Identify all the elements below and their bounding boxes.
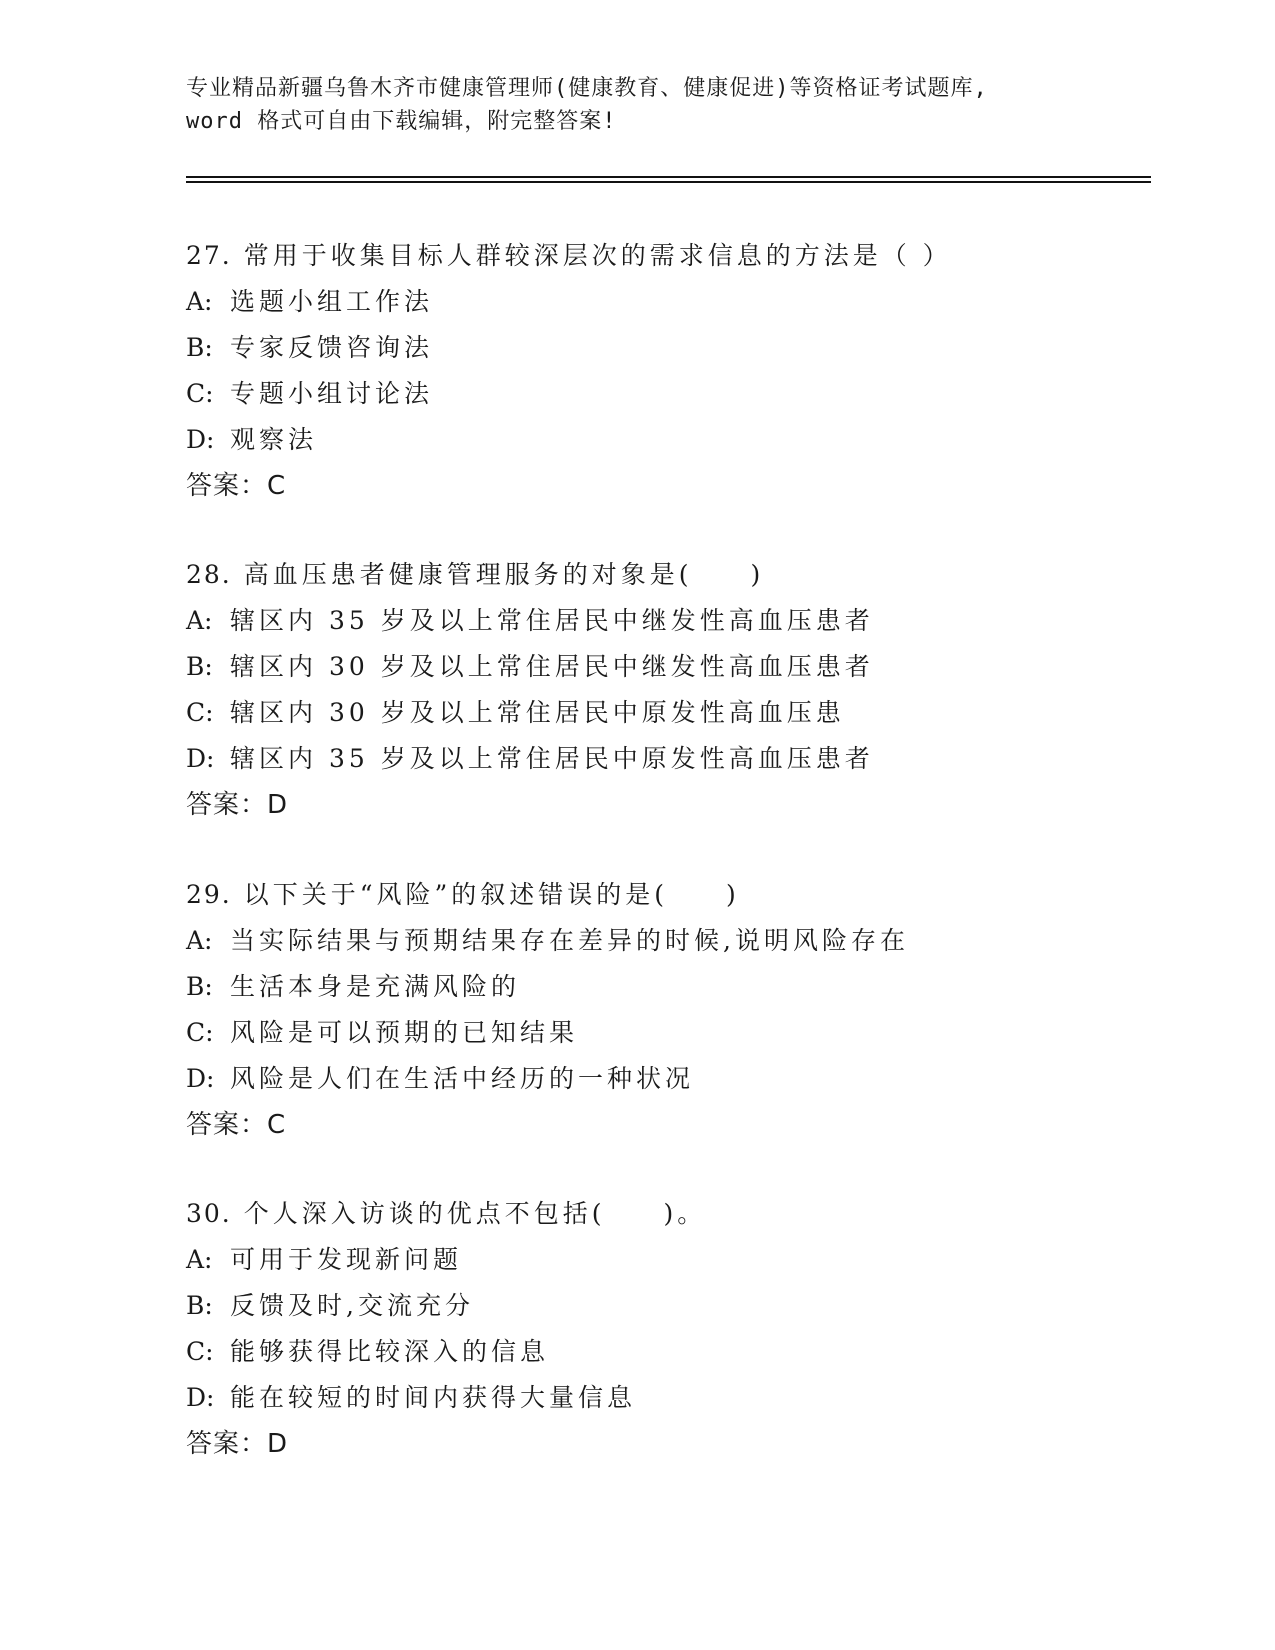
option-text: 辖区内 35 岁及以上常住居民中原发性高血压患者 (230, 744, 874, 773)
option-text: 反馈及时,交流充分 (230, 1291, 474, 1320)
question-stem (186, 1191, 1146, 1237)
question-28 (186, 552, 1146, 828)
question-text: 以下关于“风险”的叙述错误的是( ) (243, 880, 740, 909)
option-a (186, 918, 1146, 964)
option-d (186, 1375, 1146, 1421)
question-stem (186, 233, 1146, 279)
option-a (186, 598, 1146, 644)
option-c (186, 1329, 1146, 1375)
option-d (186, 417, 1146, 463)
option-b (186, 964, 1146, 1010)
question-27 (186, 233, 1146, 509)
question-stem (186, 552, 1146, 598)
question-number: 30. (186, 1199, 232, 1228)
option-text: 选题小组工作法 (230, 287, 434, 316)
option-text: 辖区内 30 岁及以上常住居民中继发性高血压患者 (230, 652, 874, 681)
option-b (186, 325, 1146, 371)
question-number: 27. (186, 241, 232, 270)
option-key: D: (186, 1064, 215, 1093)
question-text: 高血压患者健康管理服务的对象是( ) (243, 560, 765, 589)
question-number: 29. (186, 880, 232, 909)
header-divider-bottom (186, 181, 1151, 183)
option-key: C: (186, 698, 214, 727)
question-number: 28. (186, 560, 232, 589)
option-text: 能在较短的时间内获得大量信息 (230, 1383, 637, 1412)
option-text: 能够获得比较深入的信息 (230, 1337, 550, 1366)
document-header (186, 72, 1086, 138)
option-c (186, 1010, 1146, 1056)
option-key: A: (186, 926, 213, 955)
question-29 (186, 872, 1146, 1148)
option-key: D: (186, 744, 215, 773)
option-key: B: (186, 652, 213, 681)
answer-label: 答案：D (186, 790, 289, 820)
header-divider-top (186, 176, 1151, 178)
option-key: C: (186, 379, 214, 408)
answer-label: 答案：D (186, 1429, 289, 1459)
option-text: 辖区内 35 岁及以上常住居民中继发性高血压患者 (230, 606, 874, 635)
option-text: 辖区内 30 岁及以上常住居民中原发性高血压患 (230, 698, 845, 727)
option-b (186, 644, 1146, 690)
question-text: 个人深入访谈的优点不包括( )。 (243, 1199, 707, 1228)
answer-label: 答案：C (186, 1110, 287, 1140)
option-key: A: (186, 287, 213, 316)
header-line-1: 专业精品新疆乌鲁木齐市健康管理师(健康教育、健康促进)等资格证考试题库, (186, 76, 988, 101)
option-key: C: (186, 1337, 214, 1366)
option-text: 风险是可以预期的已知结果 (230, 1018, 579, 1047)
option-text: 当实际结果与预期结果存在差异的时候,说明风险存在 (230, 926, 909, 955)
option-c (186, 371, 1146, 417)
question-stem (186, 872, 1146, 918)
option-b (186, 1283, 1146, 1329)
option-key: B: (186, 972, 213, 1001)
question-30 (186, 1191, 1146, 1467)
option-key: B: (186, 333, 213, 362)
option-key: B: (186, 1291, 213, 1320)
option-text: 专家反馈咨询法 (230, 333, 434, 362)
option-text: 风险是人们在生活中经历的一种状况 (230, 1064, 695, 1093)
option-key: A: (186, 1245, 213, 1274)
option-d (186, 736, 1146, 782)
option-a (186, 1237, 1146, 1283)
option-key: C: (186, 1018, 214, 1047)
option-d (186, 1056, 1146, 1102)
option-text: 观察法 (230, 425, 318, 454)
option-text: 可用于发现新问题 (230, 1245, 463, 1274)
header-line-2: word 格式可自由下载编辑，附完整答案! (186, 109, 617, 134)
option-c (186, 690, 1146, 736)
question-text: 常用于收集目标人群较深层次的需求信息的方法是（ ） (243, 241, 952, 270)
option-key: A: (186, 606, 213, 635)
option-text: 专题小组讨论法 (230, 379, 434, 408)
option-key: D: (186, 425, 215, 454)
option-text: 生活本身是充满风险的 (230, 972, 521, 1001)
answer-label: 答案：C (186, 471, 287, 501)
option-key: D: (186, 1383, 215, 1412)
option-a (186, 279, 1146, 325)
